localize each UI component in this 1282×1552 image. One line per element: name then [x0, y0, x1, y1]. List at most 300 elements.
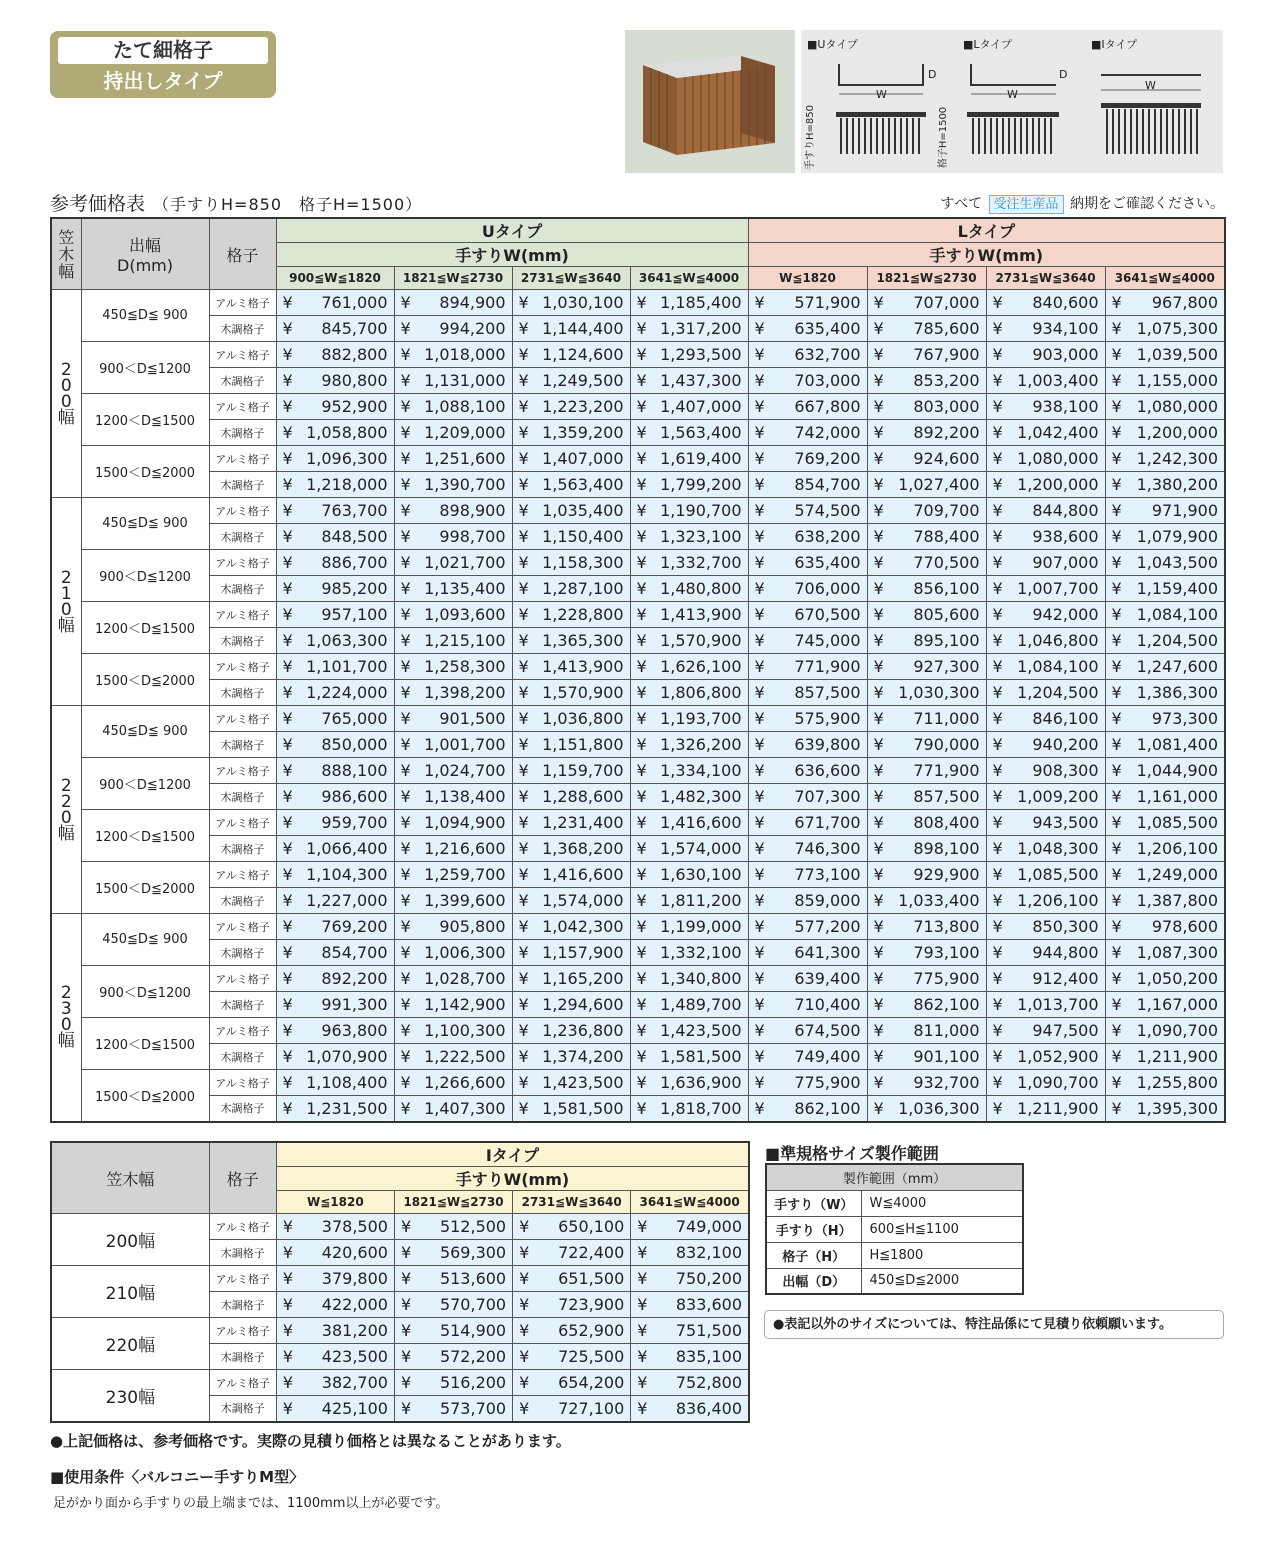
yen-symbol: ¥	[873, 891, 884, 910]
koshi-cell: アルミ格子	[209, 342, 276, 368]
yen-symbol: ¥	[992, 1098, 1003, 1118]
yen-symbol: ¥	[873, 293, 884, 312]
price-cell	[630, 1018, 748, 1044]
price-cell	[630, 732, 748, 758]
yen-symbol: ¥	[519, 1373, 530, 1392]
price-value: 1,036,300	[898, 1098, 980, 1118]
price-value: 1,157,900	[542, 943, 624, 962]
koshi-cell: アルミ格子	[209, 498, 276, 524]
kasagi-cell	[51, 914, 81, 1122]
price-value: 836,400	[675, 1398, 742, 1418]
price-cell	[986, 654, 1105, 680]
koshi-cell: 木調格子	[209, 1344, 276, 1370]
yen-symbol: ¥	[873, 709, 884, 728]
spec-title: ■準規格サイズ製作範囲	[765, 1144, 939, 1163]
yen-symbol: ¥	[400, 397, 411, 416]
price-cell	[276, 342, 394, 368]
price-cell	[986, 1070, 1105, 1096]
depth-cell: 1500＜D≦2000	[81, 862, 209, 914]
price-value: 1,058,800	[306, 423, 388, 442]
price-value: 1,085,500	[1136, 813, 1219, 832]
price-cell	[276, 1096, 394, 1122]
price-value: 1,206,100	[1136, 839, 1219, 858]
koshi-cell: 木調格子	[209, 1396, 276, 1422]
price-cell	[867, 836, 986, 862]
price-value: 632,700	[794, 345, 861, 364]
price-value: 1,108,400	[306, 1073, 388, 1092]
price-value: 775,900	[913, 969, 980, 988]
price-value: 1,249,000	[1136, 865, 1219, 884]
yen-symbol: ¥	[518, 761, 529, 780]
price-value: 1,413,900	[542, 657, 624, 676]
yen-symbol: ¥	[282, 1073, 293, 1092]
depth-cell: 1500＜D≦2000	[81, 654, 209, 706]
yen-symbol: ¥	[282, 1243, 293, 1262]
price-value: 1,630,100	[660, 865, 742, 884]
price-cell	[1105, 706, 1225, 732]
price-cell	[986, 472, 1105, 498]
title-badge	[50, 31, 276, 98]
price-cell	[630, 836, 748, 862]
price-value: 952,900	[321, 397, 388, 416]
price-value: 763,700	[321, 501, 388, 520]
price-cell	[276, 1344, 394, 1370]
price-value: 1,317,200	[660, 319, 742, 338]
depth-cell: 450≦D≦ 900	[81, 706, 209, 758]
price-value: 706,000	[794, 579, 861, 598]
yen-symbol: ¥	[992, 683, 1003, 702]
price-value: 1,090,700	[1136, 1021, 1219, 1040]
price-cell	[986, 914, 1105, 940]
price-value: 1,013,700	[1017, 995, 1099, 1014]
price-cell	[748, 862, 867, 888]
price-cell	[394, 1318, 512, 1344]
price-value: 854,700	[794, 475, 861, 494]
price-cell	[394, 1344, 512, 1370]
price-cell	[748, 1070, 867, 1096]
yen-symbol: ¥	[754, 449, 765, 468]
price-value: 886,700	[321, 553, 388, 572]
price-value: 571,900	[794, 293, 861, 312]
yen-symbol: ¥	[636, 839, 647, 858]
yen-symbol: ¥	[1111, 761, 1122, 780]
price-cell	[394, 316, 512, 342]
price-cell	[512, 940, 630, 966]
yen-symbol: ¥	[282, 917, 293, 936]
yen-symbol: ¥	[992, 761, 1003, 780]
price-value: 903,000	[1032, 345, 1099, 364]
yen-symbol: ¥	[518, 969, 529, 988]
price-value: 1,144,400	[542, 319, 624, 338]
yen-symbol: ¥	[282, 735, 293, 754]
price-cell	[748, 446, 867, 472]
yen-symbol: ¥	[400, 1243, 412, 1262]
yen-symbol: ¥	[873, 1073, 884, 1092]
price-cell	[512, 420, 630, 446]
price-value: 711,000	[913, 709, 980, 728]
usage-title: ■使用条件〈バルコニー手すりM型〉	[50, 1468, 305, 1486]
yen-symbol: ¥	[518, 605, 529, 624]
yen-symbol: ¥	[873, 449, 884, 468]
price-cell	[512, 550, 630, 576]
yen-symbol: ¥	[1111, 527, 1122, 546]
price-value: 850,000	[321, 735, 388, 754]
price-value: 793,100	[913, 943, 980, 962]
yen-symbol: ¥	[754, 527, 765, 546]
price-value: 1,199,000	[660, 917, 742, 936]
table-row	[51, 1018, 1225, 1044]
price-cell	[748, 1096, 867, 1122]
product-illustration	[625, 30, 795, 173]
price-value: 1,799,200	[660, 475, 742, 494]
yen-symbol: ¥	[636, 1021, 647, 1040]
price-cell	[748, 290, 867, 316]
price-cell	[513, 1214, 631, 1240]
price-value: 1,101,700	[306, 657, 388, 676]
yen-symbol: ¥	[754, 943, 765, 962]
price-cell	[748, 732, 867, 758]
price-cell	[1105, 342, 1225, 368]
yen-symbol: ¥	[754, 761, 765, 780]
spec-row	[766, 1268, 1023, 1294]
price-value: 1,094,900	[424, 813, 506, 832]
price-cell	[631, 1240, 749, 1266]
yen-symbol: ¥	[873, 553, 884, 572]
yen-symbol: ¥	[992, 527, 1003, 546]
yen-symbol: ¥	[992, 1021, 1003, 1040]
yen-symbol: ¥	[282, 969, 293, 988]
price-cell	[867, 550, 986, 576]
header-depth	[81, 218, 209, 290]
price-value: 1,222,500	[424, 1047, 506, 1066]
kasagi-vertical-text: 220幅	[57, 775, 75, 844]
yen-symbol: ¥	[400, 813, 411, 832]
price-value: 1,218,000	[306, 475, 388, 494]
price-value: 1,249,500	[542, 371, 624, 390]
koshi-cell: アルミ格子	[209, 810, 276, 836]
yen-symbol: ¥	[400, 371, 411, 390]
badge-line1: たて細格子	[58, 37, 268, 64]
yen-symbol: ¥	[518, 1073, 529, 1092]
yen-symbol: ¥	[992, 709, 1003, 728]
price-value: 803,000	[913, 397, 980, 416]
badge-line2: 持出しタイプ	[103, 69, 223, 93]
yen-symbol: ¥	[992, 995, 1003, 1014]
price-cell	[276, 394, 394, 420]
price-cell	[630, 498, 748, 524]
price-cell	[394, 888, 512, 914]
yen-symbol: ¥	[518, 293, 529, 312]
i-header-handrail-w: 手すりW(mm)	[276, 1167, 749, 1191]
price-value: 1,159,400	[1136, 579, 1219, 598]
price-value: 1,001,700	[424, 735, 506, 754]
price-cell	[748, 1018, 867, 1044]
price-value: 1,075,300	[1136, 319, 1219, 338]
price-cell	[1105, 784, 1225, 810]
price-value: 892,200	[321, 969, 388, 988]
yen-symbol: ¥	[754, 839, 765, 858]
price-value: 1,223,200	[542, 397, 624, 416]
h1500-label: 格子H=1500	[938, 106, 950, 169]
l-range-header: 3641≦W≦4000	[1105, 267, 1225, 290]
price-value: 745,000	[794, 631, 861, 650]
yen-symbol: ¥	[282, 865, 293, 884]
price-value: 767,900	[913, 345, 980, 364]
price-value: 848,500	[321, 527, 388, 546]
price-cell	[630, 1070, 748, 1096]
price-cell	[748, 888, 867, 914]
price-cell	[394, 1044, 512, 1070]
price-cell	[394, 602, 512, 628]
table-row	[51, 914, 1225, 940]
price-value: 947,500	[1032, 1021, 1099, 1040]
price-value: 1,251,600	[424, 449, 506, 468]
price-cell	[986, 1044, 1105, 1070]
price-cell	[512, 680, 630, 706]
yen-symbol: ¥	[282, 1269, 293, 1288]
table-row	[51, 836, 1225, 862]
price-cell	[630, 576, 748, 602]
yen-symbol: ¥	[636, 969, 647, 988]
price-cell	[276, 368, 394, 394]
price-cell	[748, 966, 867, 992]
spec-value: W≦4000	[861, 1190, 1023, 1216]
yen-symbol: ¥	[400, 631, 411, 650]
koshi-cell: 木調格子	[209, 1292, 276, 1318]
yen-symbol: ¥	[1111, 1021, 1122, 1040]
yen-symbol: ¥	[873, 319, 884, 338]
price-cell	[867, 940, 986, 966]
price-cell	[867, 810, 986, 836]
yen-symbol: ¥	[637, 1398, 648, 1418]
kasagi-cell	[51, 290, 81, 498]
price-cell	[276, 836, 394, 862]
l-range-header: W≦1820	[748, 267, 867, 290]
i-range-header: 1821≦W≦2730	[394, 1191, 512, 1214]
yen-symbol: ¥	[282, 475, 293, 494]
price-value: 771,900	[794, 657, 861, 676]
price-cell	[867, 992, 986, 1018]
yen-symbol: ¥	[400, 735, 411, 754]
yen-symbol: ¥	[282, 293, 293, 312]
price-cell	[986, 758, 1105, 784]
price-cell	[631, 1266, 749, 1292]
depth-cell: 1200＜D≦1500	[81, 602, 209, 654]
price-cell	[276, 940, 394, 966]
yen-symbol: ¥	[636, 579, 647, 598]
yen-symbol: ¥	[400, 345, 411, 364]
price-value: 771,900	[913, 761, 980, 780]
price-value: 1,204,500	[1136, 631, 1219, 650]
yen-symbol: ¥	[518, 917, 529, 936]
price-cell	[276, 654, 394, 680]
price-value: 1,085,500	[1017, 865, 1099, 884]
price-value: 769,200	[321, 917, 388, 936]
table-row	[51, 1370, 749, 1396]
koshi-cell: 木調格子	[209, 1240, 276, 1266]
price-value: 382,700	[321, 1373, 388, 1392]
price-value: 967,800	[1151, 293, 1219, 312]
l-range-header: 1821≦W≦2730	[867, 267, 986, 290]
yen-symbol: ¥	[1111, 891, 1122, 910]
koshi-cell: 木調格子	[209, 888, 276, 914]
price-cell	[276, 732, 394, 758]
koshi-cell: アルミ格子	[209, 1070, 276, 1096]
price-value: 1,104,300	[306, 865, 388, 884]
price-cell	[512, 836, 630, 862]
yen-symbol: ¥	[992, 969, 1003, 988]
yen-symbol: ¥	[873, 1098, 884, 1118]
price-value: 1,048,300	[1017, 839, 1099, 858]
price-cell	[394, 498, 512, 524]
price-cell	[630, 706, 748, 732]
price-value: 1,138,400	[424, 787, 506, 806]
price-value: 707,000	[913, 293, 980, 312]
price-cell	[512, 472, 630, 498]
price-cell	[276, 628, 394, 654]
price-value: 1,042,400	[1017, 423, 1099, 442]
yen-symbol: ¥	[636, 319, 647, 338]
header-depth-line1: 出幅	[128, 236, 161, 255]
yen-symbol: ¥	[754, 657, 765, 676]
yen-symbol: ¥	[1111, 1098, 1122, 1118]
koshi-cell: 木調格子	[209, 420, 276, 446]
table-row	[51, 706, 1225, 732]
price-cell	[986, 368, 1105, 394]
price-cell	[748, 368, 867, 394]
price-cell	[276, 1214, 394, 1240]
yen-symbol: ¥	[1111, 319, 1122, 338]
depth-cell: 900＜D≦1200	[81, 550, 209, 602]
type-diagrams	[801, 30, 1223, 173]
price-value: 575,900	[794, 709, 861, 728]
price-value: 572,200	[439, 1347, 507, 1366]
price-value: 1,088,100	[424, 397, 506, 416]
koshi-cell: 木調格子	[209, 732, 276, 758]
price-value: 1,190,700	[660, 501, 742, 520]
price-value: 850,300	[1032, 917, 1099, 936]
yen-symbol: ¥	[518, 1021, 529, 1040]
price-value: 862,100	[913, 995, 980, 1014]
yen-symbol: ¥	[873, 969, 884, 988]
yen-symbol: ¥	[637, 1269, 648, 1288]
koshi-cell: アルミ格子	[209, 706, 276, 732]
yen-symbol: ¥	[636, 345, 647, 364]
price-cell	[630, 862, 748, 888]
price-cell	[630, 316, 748, 342]
yen-symbol: ¥	[754, 605, 765, 624]
price-cell	[394, 680, 512, 706]
price-value: 1,185,400	[660, 293, 742, 312]
table-row	[51, 316, 1225, 342]
price-value: 938,100	[1032, 397, 1099, 416]
price-value: 901,100	[913, 1047, 980, 1066]
price-cell	[1105, 732, 1225, 758]
price-cell	[1105, 680, 1225, 706]
yen-symbol: ¥	[518, 553, 529, 572]
price-cell	[394, 1292, 512, 1318]
price-cell	[986, 836, 1105, 862]
yen-symbol: ¥	[873, 813, 884, 832]
price-cell	[276, 316, 394, 342]
i-header-koshi: 格子	[209, 1142, 276, 1214]
price-cell	[394, 758, 512, 784]
price-value: 895,100	[913, 631, 980, 650]
table-row	[51, 498, 1225, 524]
price-cell	[986, 550, 1105, 576]
price-cell	[630, 394, 748, 420]
i-header-kasagi: 笠木幅	[51, 1142, 209, 1214]
yen-symbol: ¥	[1111, 423, 1122, 442]
price-cell	[394, 1018, 512, 1044]
header-koshi: 格子	[209, 218, 276, 290]
price-value: 1,150,400	[542, 527, 624, 546]
yen-symbol: ¥	[992, 371, 1003, 390]
price-value: 1,035,400	[542, 501, 624, 520]
yen-symbol: ¥	[636, 761, 647, 780]
price-cell	[394, 290, 512, 316]
price-value: 1,003,400	[1017, 371, 1099, 390]
price-value: 998,700	[439, 527, 506, 546]
yen-symbol: ¥	[400, 1098, 411, 1118]
price-cell	[394, 1070, 512, 1096]
price-value: 577,200	[794, 917, 861, 936]
koshi-cell: 木調格子	[209, 940, 276, 966]
price-cell	[1105, 316, 1225, 342]
price-cell	[867, 1018, 986, 1044]
price-cell	[394, 524, 512, 550]
price-value: 1,416,600	[542, 865, 624, 884]
price-cell	[630, 940, 748, 966]
price-value: 639,800	[794, 735, 861, 754]
price-cell	[394, 732, 512, 758]
yen-symbol: ¥	[873, 501, 884, 520]
price-cell	[512, 1018, 630, 1044]
price-cell	[513, 1240, 631, 1266]
yen-symbol: ¥	[637, 1295, 648, 1314]
price-cell	[748, 680, 867, 706]
price-cell	[748, 498, 867, 524]
price-cell	[630, 1096, 748, 1122]
koshi-cell: アルミ格子	[209, 1018, 276, 1044]
header-kasagi: 笠木幅	[51, 218, 81, 290]
price-cell	[630, 888, 748, 914]
yen-symbol: ¥	[873, 917, 884, 936]
yen-symbol: ¥	[754, 293, 765, 312]
price-cell	[986, 966, 1105, 992]
yen-symbol: ¥	[400, 943, 411, 962]
u-range-header: 2731≦W≦3640	[512, 267, 630, 290]
u-range-header: 1821≦W≦2730	[394, 267, 512, 290]
price-value: 1,159,700	[542, 761, 624, 780]
spec-value: H≦1800	[861, 1242, 1023, 1268]
price-cell	[512, 784, 630, 810]
price-cell	[1105, 1018, 1225, 1044]
order-note-suffix: 納期をご確認ください。	[1070, 196, 1224, 212]
price-cell	[512, 654, 630, 680]
price-value: 725,500	[558, 1347, 625, 1366]
price-value: 1,482,300	[660, 787, 742, 806]
price-value: 845,700	[321, 319, 388, 338]
yen-symbol: ¥	[636, 1098, 647, 1118]
price-value: 1,581,500	[660, 1047, 742, 1066]
yen-symbol: ¥	[1111, 605, 1122, 624]
yen-symbol: ¥	[518, 371, 529, 390]
price-value: 1,093,600	[424, 605, 506, 624]
price-cell	[631, 1214, 749, 1240]
price-value: 569,300	[439, 1243, 507, 1262]
price-cell	[276, 862, 394, 888]
